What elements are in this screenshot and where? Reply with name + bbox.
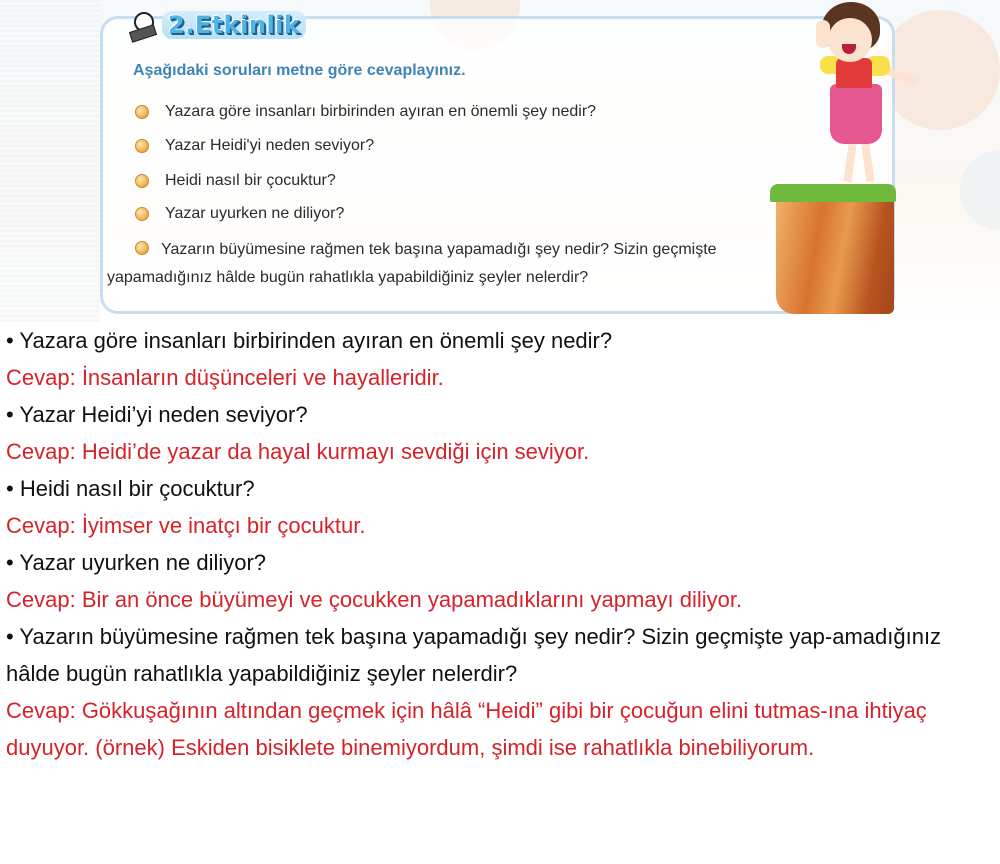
question-text: Heidi nasıl bir çocuktur?: [165, 172, 336, 189]
question-item: [107, 236, 797, 292]
answer-text: Cevap: Gökkuşağının altından geçmek için hâlâ “Heidi” gibi bir çocuğun elini tutmas-ına ihtiyaç duyuyor. (örnek) Eskiden bisiklete binemiyordum, şimdi ise rahatlıkla binebiliyorum.: [6, 698, 927, 760]
decorative-circle: [960, 150, 1000, 230]
question-text: Yazar uyurken ne diliyor?: [165, 205, 345, 222]
question-item: [135, 172, 336, 190]
bullet-icon: [135, 105, 149, 119]
answer-text: Cevap: Heidi’de yazar da hayal kurmayı sevdiği için seviyor.: [6, 439, 590, 464]
answer-question: • Yazara göre insanları birbirinden ayıran en önemli şey nedir?: [6, 328, 613, 353]
answer-question: • Yazarın büyümesine rağmen tek başına yapamadığı şey nedir? Sizin geçmişte yap-amadığınız hâlde bugün rahatlıkla yapabildiğiniz şeyler nelerdir?: [6, 624, 942, 686]
answer-question: • Yazar Heidi’yi neden seviyor?: [6, 402, 308, 427]
activity-banner: [128, 6, 308, 44]
question-text: Yazara göre insanları birbirinden ayıran en önemli şey nedir?: [165, 103, 597, 120]
grass-shape: [770, 184, 896, 202]
activity-section: [0, 0, 1000, 322]
activity-title: 2.Etkinlik: [162, 11, 306, 39]
question-text: Yazar Heidi'yi neden seviyor?: [165, 137, 375, 154]
bullet-icon: [135, 241, 149, 255]
cliff-shape: [776, 198, 894, 314]
question-item: [135, 137, 374, 155]
question-item: [135, 205, 344, 223]
answer-text: Cevap: İnsanların düşünceleri ve hayalleridir.: [6, 365, 444, 390]
heidi-illustration: [770, 0, 910, 316]
answer-text: Cevap: İyimser ve inatçı bir çocuktur.: [6, 513, 366, 538]
bullet-icon: [135, 139, 149, 153]
bullet-icon: [135, 207, 149, 221]
answers-section: [6, 322, 996, 766]
answer-question: • Heidi nasıl bir çocuktur?: [6, 476, 255, 501]
question-item: [135, 103, 596, 121]
instruction-text: Aşağıdaki soruları metne göre cevaplayınız.: [133, 62, 466, 79]
decorative-stripes: [0, 0, 100, 322]
answer-question: • Yazar uyurken ne diliyor?: [6, 550, 267, 575]
pencil-kid-icon: [128, 10, 158, 40]
answer-text: Cevap: Bir an önce büyümeyi ve çocukken yapamadıklarını yapmayı diliyor.: [6, 587, 743, 612]
bullet-icon: [135, 174, 149, 188]
question-text: Yazarın büyümesine rağmen tek başına yapamadığı şey nedir? Sizin geçmişte yapamadığınız hâlde bugün rahatlıkla yapabildiğiniz şeyler nelerdir?: [107, 241, 717, 286]
